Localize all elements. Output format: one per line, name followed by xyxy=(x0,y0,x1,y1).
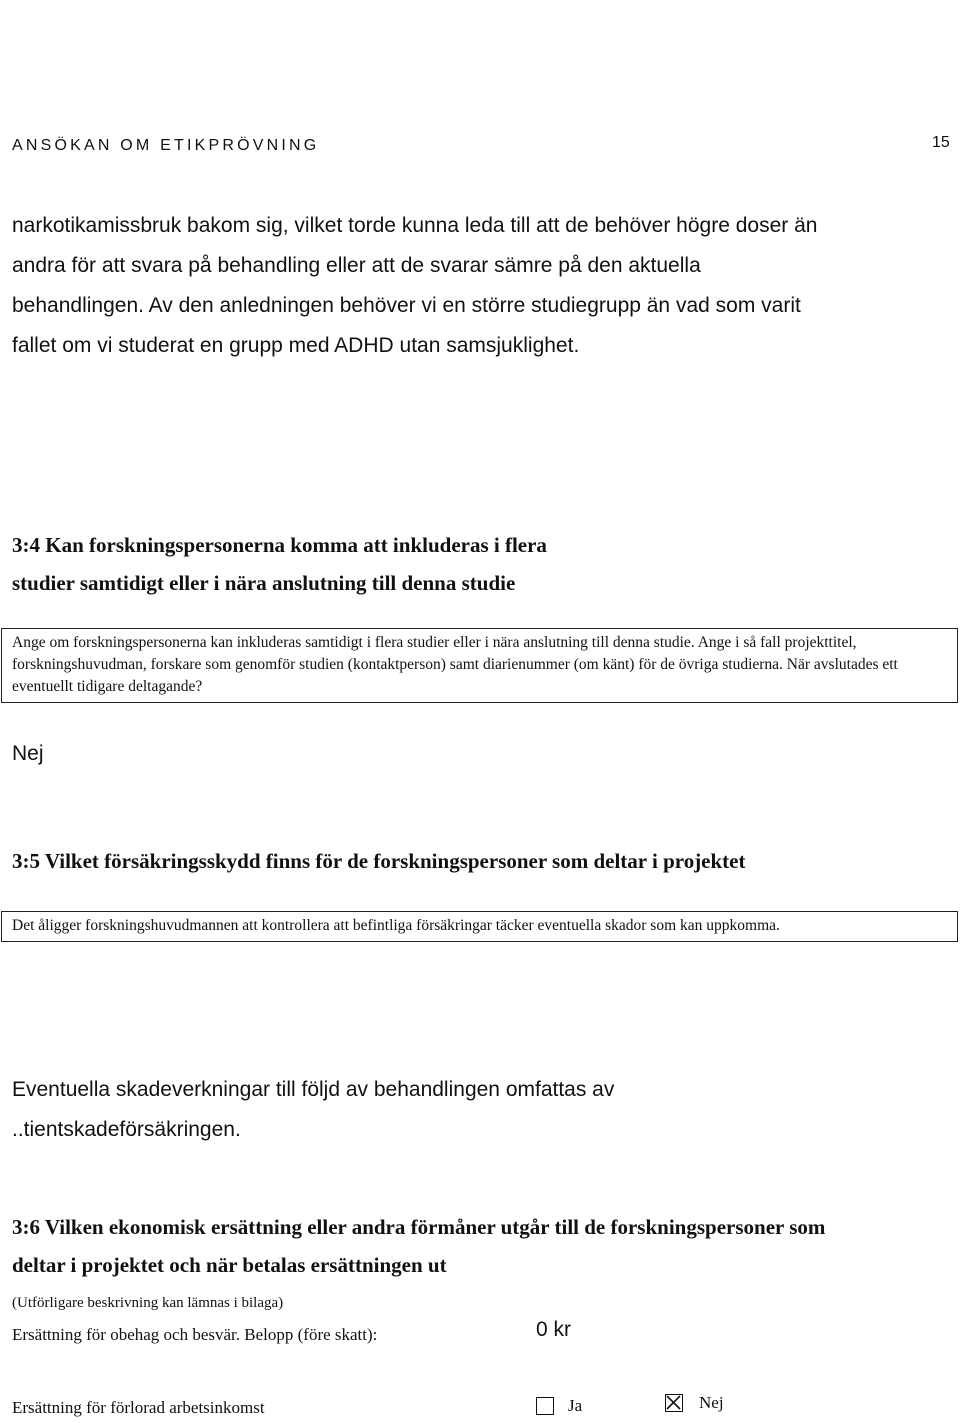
paragraph-line: andra för att svara på behandling eller att de svarar sämre på den aktuella xyxy=(12,254,701,277)
checkbox-yes-label: Ja xyxy=(568,1396,583,1415)
heading-line: studier samtidigt eller i nära anslutning till denna studie xyxy=(12,571,516,595)
heading-line: 3:6 Vilken ekonomisk ersättning eller andra förmåner utgår till de forskningspersoner som xyxy=(12,1215,826,1239)
heading-line xyxy=(12,1246,825,1322)
paragraph-line: fallet om vi studerat en grupp med ADHD utan samsjuklighet. xyxy=(12,334,580,357)
paragraph-line: narkotikamissbruk bakom sig, vilket torde kunna leda till att de behöver högre doser än xyxy=(12,214,818,237)
heading-note: (Utförligare beskrivning kan lämnas i bilaga) xyxy=(12,1295,284,1311)
question-3-4-instruction-box: Ange om forskningspersonerna kan inkluderas samtidigt i flera studier eller i nära anslutning till denna studie. Ange i så fall projekttitel, forskningshuvudman, forskare som genomför studien (kontaktperson) samt diarienummer (om känt) för de övriga studierna. När avslutades ett eventuellt tidigare deltagande? xyxy=(1,628,958,703)
document-header-title: ANSÖKAN OM ETIKPRÖVNING xyxy=(12,137,320,154)
question-3-4-heading xyxy=(12,526,547,602)
question-3-5-instruction-box: Det åligger forskningshuvudmannen att kontrollera att befintliga försäkringar täcker eventuella skador som kan uppkomma. xyxy=(1,911,958,942)
question-3-4-answer[interactable]: Nej xyxy=(12,742,44,765)
answer-line: Eventuella skadeverkningar till följd av behandlingen omfattas av xyxy=(12,1078,615,1101)
body-paragraph xyxy=(12,206,942,366)
paragraph-line: behandlingen. Av den anledningen behöver vi en större studiegrupp än vad som varit xyxy=(12,294,801,317)
answer-line: ..tientskadeförsäkringen. xyxy=(12,1118,241,1141)
page-number: 15 xyxy=(932,134,950,151)
lost-income-label: Ersättning för förlorad arbetsinkomst xyxy=(12,1398,265,1417)
checkbox-no-label: Nej xyxy=(699,1393,724,1412)
compensation-amount-field[interactable]: 0 kr xyxy=(536,1318,572,1341)
checkbox-no[interactable] xyxy=(665,1394,683,1412)
question-3-6-heading xyxy=(12,1208,825,1322)
question-3-5-answer[interactable] xyxy=(12,1070,614,1150)
heading-line: 3:5 Vilket försäkringsskydd finns för de forskningspersoner som deltar i projektet xyxy=(12,849,746,873)
compensation-label: Ersättning för obehag och besvär. Belopp (före skatt): xyxy=(12,1325,378,1344)
question-3-5-heading xyxy=(12,842,746,880)
heading-line-text: deltar i projektet och när betalas ersättningen ut xyxy=(12,1253,447,1277)
checkmark-x-icon xyxy=(666,1395,681,1410)
checkbox-yes[interactable] xyxy=(536,1397,554,1415)
heading-line: 3:4 Kan forskningspersonerna komma att inkluderas i flera xyxy=(12,533,547,557)
